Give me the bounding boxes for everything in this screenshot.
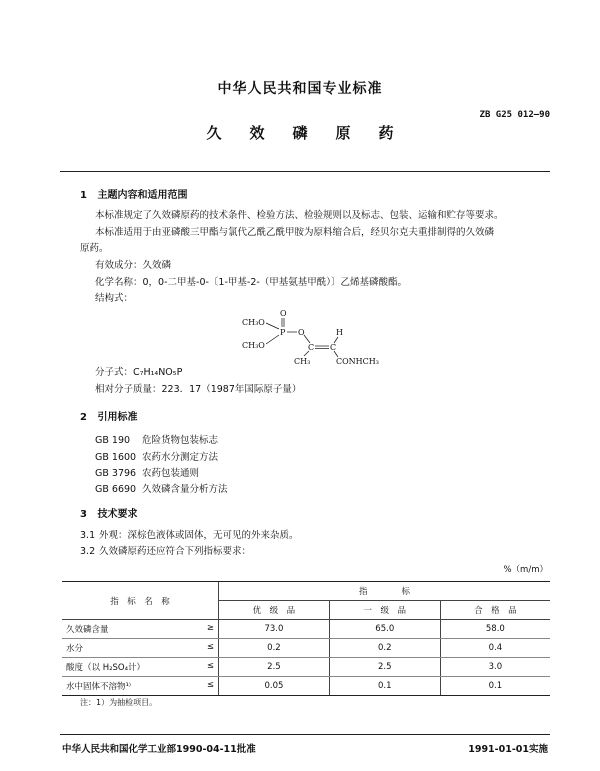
- column-header-group: 指 标: [219, 582, 551, 601]
- approval-line: 中华人民共和国化学工业部1990-04-11批准: [62, 744, 256, 755]
- table-row: [62, 677, 550, 696]
- table-cell: 2.5: [219, 658, 330, 677]
- formula-c2: C: [330, 343, 337, 352]
- section-1-paragraph-1: 本标准规定了久效磷原药的技术条件、检验方法、检验规则以及标志、包装、运输和贮存等要求。: [95, 210, 504, 221]
- standard-code: ZB G25 012—90: [479, 110, 550, 120]
- table-cell: 0.2: [329, 639, 440, 658]
- org-title: 中华人民共和国专业标准: [217, 81, 383, 97]
- table-cell: 65.0: [329, 620, 440, 639]
- row-name: 久效磷含量: [66, 625, 109, 635]
- table-cell: 3.0: [440, 658, 550, 677]
- section-1-paragraph-2-line-2: 原药。: [80, 243, 109, 254]
- table-cell: 0.4: [440, 639, 550, 658]
- table-row: [62, 639, 550, 658]
- reference-standard-item: [95, 432, 218, 446]
- section-2-title: 引用标准: [97, 412, 138, 423]
- section-1-title: 主题内容和适用范围: [97, 190, 188, 201]
- row-name-cell: [62, 639, 219, 658]
- table-row: [62, 620, 550, 639]
- row-name-cell: [62, 677, 219, 696]
- row-name: 水分: [66, 644, 84, 654]
- section-2-number: 2: [80, 412, 87, 423]
- header-rule: [60, 171, 550, 172]
- table-cell: 0.1: [440, 677, 550, 696]
- reference-standard-item: [95, 465, 199, 479]
- formula-o-link: O: [298, 328, 305, 337]
- effective-date: 1991-01-01实施: [468, 744, 548, 755]
- table-cell: 0.1: [329, 677, 440, 696]
- document-title: 久效磷原药: [206, 124, 422, 142]
- item-3-1-text: 外观：深棕色液体或固体，无可见的外来杂质。: [99, 530, 299, 541]
- row-symbol: ≤: [206, 661, 214, 671]
- chemical-name: 化学名称：0，0-二甲基-0-〔1-甲基-2-（甲基氨基甲酰）〕乙烯基磷酸酯。: [95, 277, 408, 288]
- table-header-row: [62, 582, 550, 601]
- column-header-grade: 合 格 品: [440, 601, 550, 620]
- reference-standard-code: GB 1600: [95, 452, 137, 463]
- table-cell: 58.0: [440, 620, 550, 639]
- formula-c1: C: [308, 343, 315, 352]
- item-3-2: [80, 545, 251, 559]
- section-3-number: 3: [80, 509, 87, 520]
- formula-o-top: O: [280, 309, 287, 318]
- formula-p: P: [280, 328, 286, 337]
- section-3-title: 技术要求: [97, 509, 138, 520]
- section-3-heading: [80, 505, 137, 520]
- row-name: 水中固体不溶物¹⁾: [66, 682, 131, 692]
- row-symbol: ≥: [206, 623, 214, 633]
- reference-standard-name: 久效磷含量分析方法: [142, 484, 228, 495]
- table-cell: 73.0: [219, 620, 330, 639]
- row-name-cell: [62, 658, 219, 677]
- reference-standard-code: GB 190: [95, 435, 131, 446]
- specification-table: [62, 581, 550, 696]
- active-ingredient: 有效成分：久效磷: [95, 260, 172, 271]
- reference-standard-name: 农药包装通则: [142, 468, 200, 479]
- table-cell: 0.2: [219, 639, 330, 658]
- column-header-grade: 优 级 品: [219, 601, 330, 620]
- formula-h: H: [336, 328, 343, 337]
- reference-standard-code: GB 6690: [95, 484, 137, 495]
- row-symbol: ≤: [206, 680, 214, 690]
- formula-ch3: CH₃: [294, 357, 311, 366]
- table-cell: 0.05: [219, 677, 330, 696]
- footer-rule: [60, 734, 550, 735]
- structure-label: 结构式：: [95, 293, 134, 304]
- reference-standard-item: [95, 481, 228, 495]
- table-note: 注：1）为抽检项目。: [80, 698, 158, 707]
- section-2-heading: [80, 408, 137, 423]
- item-3-1: [80, 529, 299, 543]
- structural-formula: [236, 306, 396, 372]
- table-cell: 2.5: [329, 658, 440, 677]
- table-row: [62, 658, 550, 677]
- item-3-1-number: 3.1: [80, 530, 96, 541]
- reference-standard-name: 危险货物包装标志: [142, 435, 219, 446]
- molecular-formula: 分子式：C₇H₁₄NO₅P: [95, 367, 183, 378]
- formula-ch3o-1: CH₃O: [242, 318, 265, 327]
- row-symbol: ≤: [206, 642, 214, 652]
- section-1-number: 1: [80, 190, 87, 201]
- reference-standard-item: [95, 449, 218, 463]
- formula-ch3o-2: CH₃O: [242, 341, 265, 350]
- row-name-cell: [62, 620, 219, 639]
- column-header-item: 指 标 名 称: [62, 582, 219, 620]
- reference-standard-code: GB 3796: [95, 468, 137, 479]
- unit-label: %（m/m）: [503, 565, 548, 575]
- section-1-paragraph-2-line-1: 本标准适用于由亚磷酸三甲酯与氯代乙酰乙酰甲胺为原料缩合后，经贝尔克夫重排制得的久效磷: [95, 227, 495, 238]
- column-header-grade: 一 级 品: [329, 601, 440, 620]
- reference-standard-name: 农药水分测定方法: [142, 452, 219, 463]
- molecular-mass: 相对分子质量：223．17（1987年国际原子量）: [95, 384, 302, 395]
- item-3-2-text: 久效磷原药还应符合下列指标要求：: [99, 546, 252, 557]
- formula-conhch3: CONHCH₃: [336, 357, 379, 366]
- section-1-heading: [80, 186, 187, 201]
- row-name: 酸度（以 H₂SO₄计）: [66, 663, 145, 673]
- formula-bonds: [266, 318, 338, 357]
- item-3-2-number: 3.2: [80, 546, 96, 557]
